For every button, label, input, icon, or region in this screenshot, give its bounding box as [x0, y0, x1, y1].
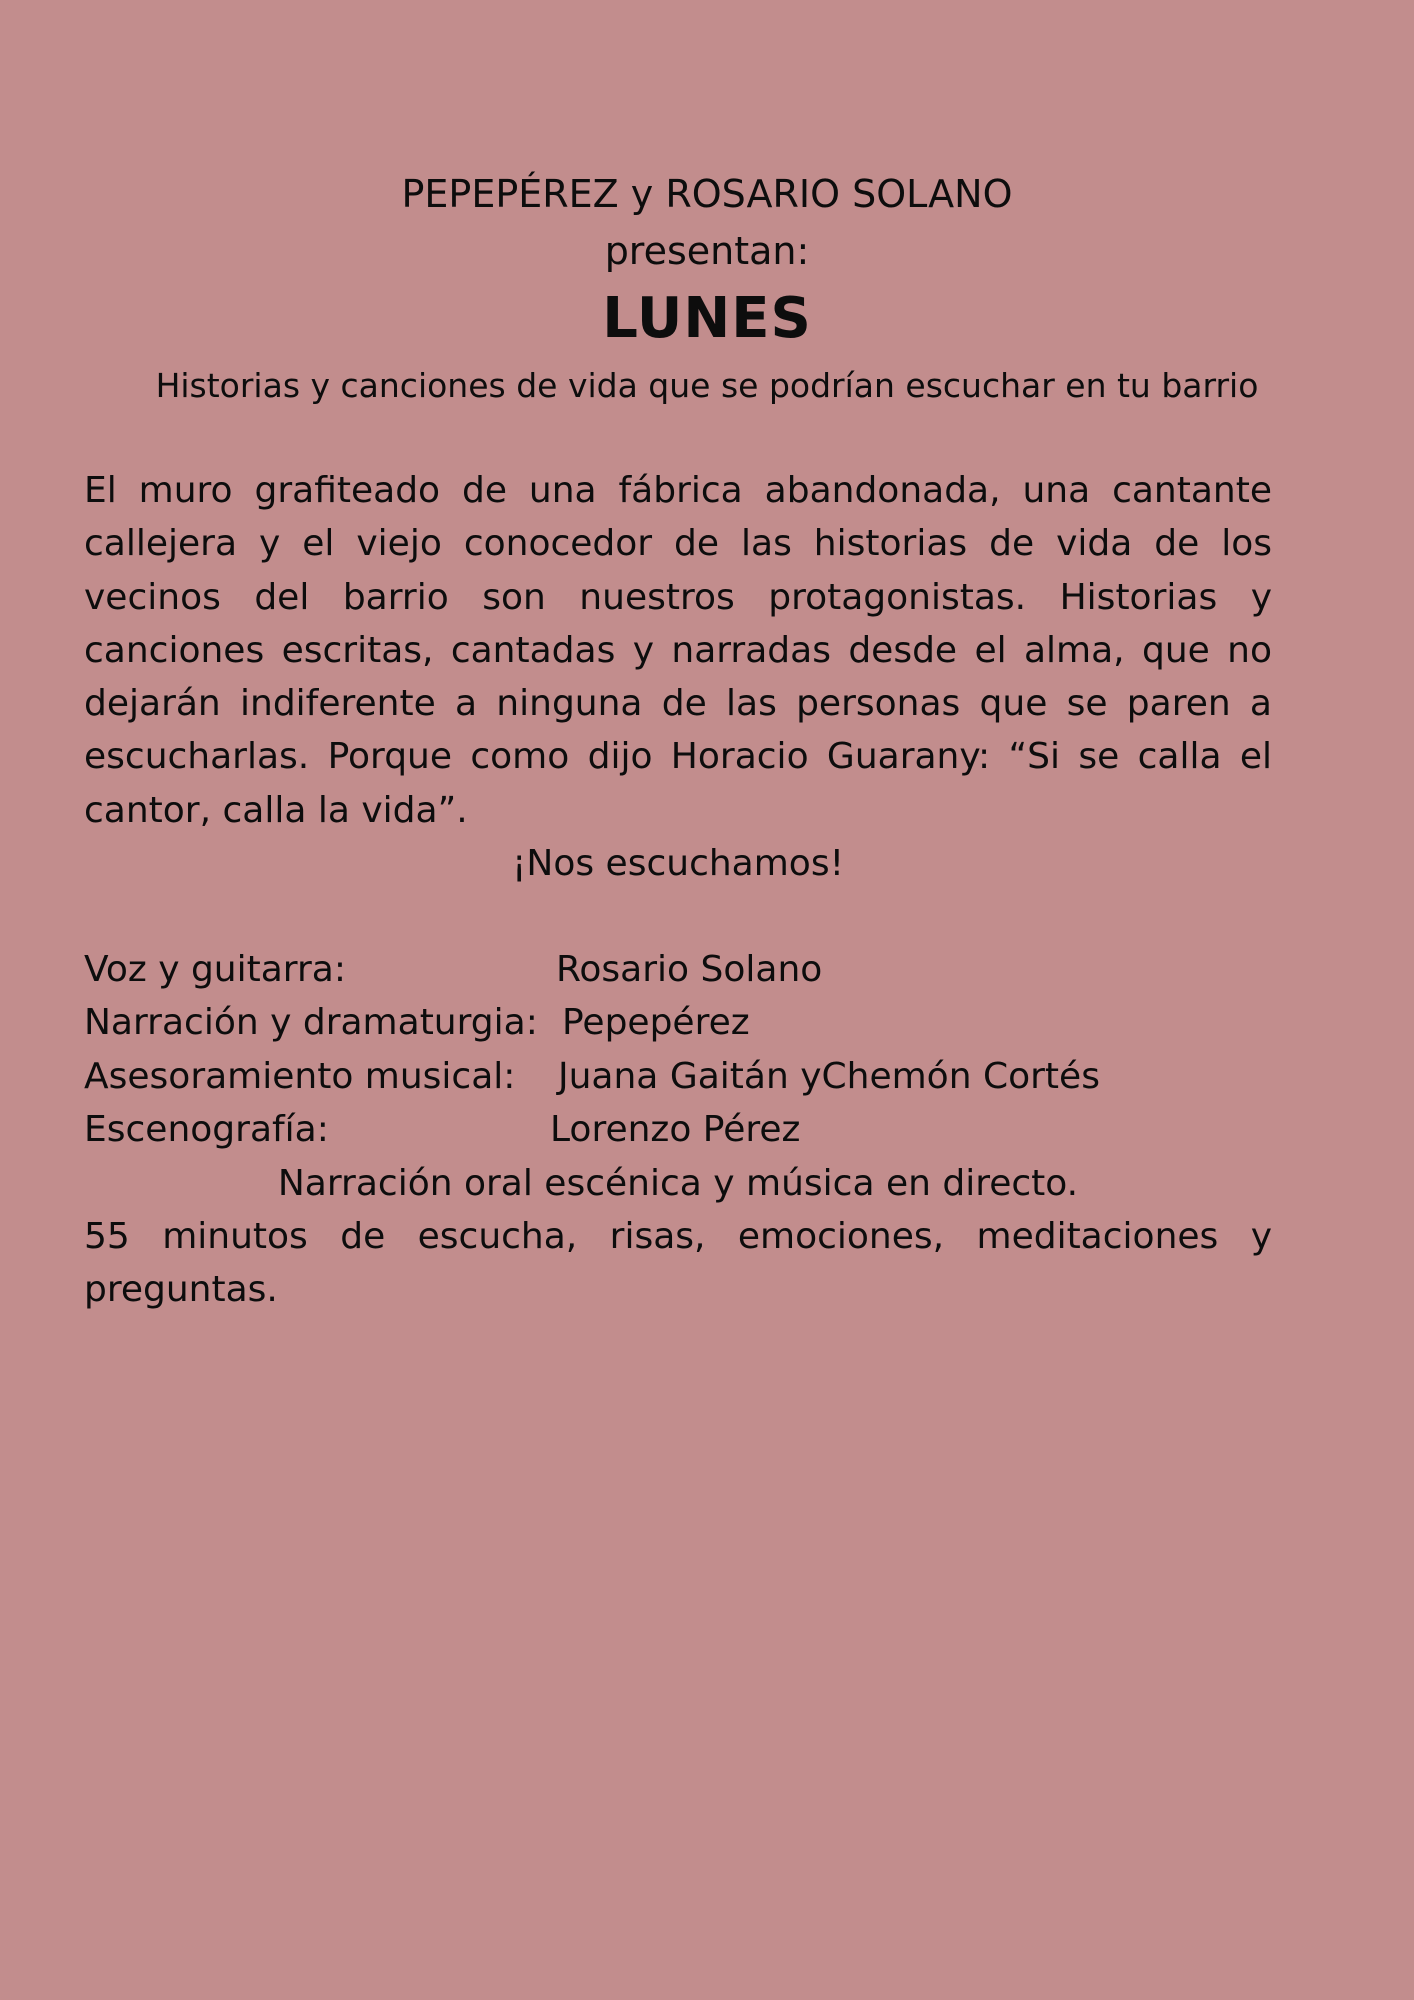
credit-row: [84, 996, 1272, 1049]
show-title: LUNES: [602, 286, 812, 351]
credits-list: [84, 943, 1272, 1156]
credit-row: [84, 943, 1272, 996]
description-paragraph: El muro grafiteado de una fábrica abandonada, una cantante callejera y el viejo conocedor de las historias de vida de los vecinos del barrio son nuestros protagonistas. Historias y canciones escritas, cantadas y narradas desde el alma, que no dejarán indiferente a ninguna de las personas que se paren a escucharlas. Porque como dijo Horacio Guarany: “Si se calla el cantor, calla la vida”.: [84, 470, 1272, 831]
signoff-line: ¡Nos escuchamos!: [511, 843, 845, 884]
credit-role: Voz y guitarra:: [84, 949, 346, 990]
credit-name: Juana Gaitán yChemón Cortés: [558, 1055, 1100, 1097]
credit-name: Rosario Solano: [556, 949, 823, 990]
format-line: Narración oral escénica y música en directo.: [277, 1163, 1079, 1204]
credit-name: Lorenzo Pérez: [550, 1108, 801, 1150]
presents-line: presentan:: [604, 229, 810, 273]
duration-line: 55 minutos de escucha, risas, emociones, meditaciones y preguntas.: [84, 1216, 1272, 1311]
show-subtitle: Historias y canciones de vida que se podrían escuchar en tu barrio: [155, 366, 1259, 405]
presenters-line: PEPEPÉREZ y ROSARIO SOLANO: [401, 172, 1013, 216]
credit-role: Narración y dramaturgia:: [84, 1002, 538, 1044]
credit-role: Asesoramiento musical:: [84, 1055, 516, 1097]
credit-row: [84, 1050, 1272, 1103]
credit-role: Escenografía:: [84, 1108, 329, 1150]
credit-name: Pepepérez: [562, 1002, 750, 1044]
credit-row: [84, 1103, 1272, 1156]
